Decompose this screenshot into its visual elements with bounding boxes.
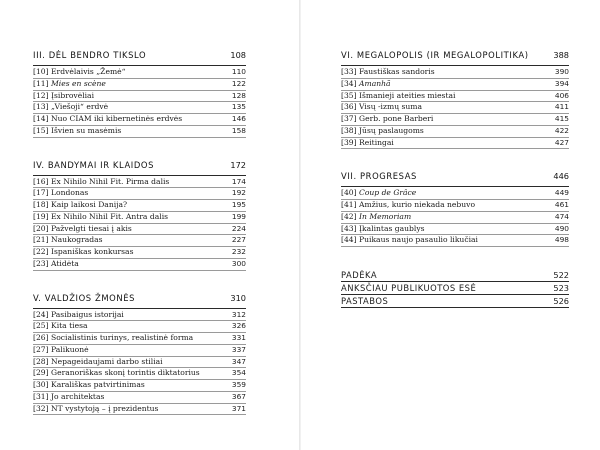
toc-entry xyxy=(341,235,569,247)
toc-entry xyxy=(341,114,569,126)
toc-entry xyxy=(33,200,246,212)
toc-section xyxy=(33,293,246,416)
entry-page: 192 xyxy=(231,188,246,198)
entry-title: In Memoriam xyxy=(359,211,412,221)
right-page-toc xyxy=(341,50,569,308)
entry-page: 227 xyxy=(231,235,246,245)
entry-title: Jūsų paslaugoms xyxy=(359,125,424,135)
toc-entry xyxy=(33,126,246,138)
entry-page: 300 xyxy=(231,258,246,268)
entry-title: Gerb. pone Barberi xyxy=(359,114,434,123)
entry-number: [30] xyxy=(33,380,49,389)
entry-number: [31] xyxy=(33,391,49,401)
entry-title: Kaip laikosi Danija? xyxy=(51,200,128,209)
entry-title: Nepageidaujami darbo stiliai xyxy=(51,356,163,366)
entry-number: [41] xyxy=(341,200,357,209)
end-matter-page: 526 xyxy=(553,296,569,306)
entry-title: „Viešoji“ erdvė xyxy=(51,102,109,112)
entry-title: Išmanieji ateities miestai xyxy=(359,90,456,100)
toc-entry xyxy=(33,380,246,392)
entry-number: [29] xyxy=(33,368,49,378)
entry-title: Geranoriškas skonį torintis diktatorius xyxy=(51,368,200,378)
entry-number: [14] xyxy=(33,114,49,123)
entry-title: Puikaus naujo pasaulio likučiai xyxy=(359,235,478,245)
toc-entry xyxy=(33,392,246,404)
entry-title: Londonas xyxy=(51,188,89,198)
toc-entry xyxy=(33,357,246,369)
end-matter-item xyxy=(341,295,569,308)
end-matter-title: ANKSČIAU PUBLIKUOTOS ESĖ xyxy=(341,283,477,293)
entry-number: [17] xyxy=(33,188,49,198)
section-page: 172 xyxy=(230,159,246,170)
entry-number: [16] xyxy=(33,176,49,186)
toc-entry xyxy=(33,212,246,224)
toc-entry xyxy=(341,224,569,236)
toc-entry xyxy=(341,138,569,150)
toc-entry xyxy=(33,177,246,189)
section-page: 388 xyxy=(553,50,569,60)
entry-page: 427 xyxy=(554,137,569,147)
section-title: VI. MEGALOPOLIS (IR MEGALOPOLITIKA) xyxy=(341,50,529,60)
entry-title: Pažvelgti tiesai į akis xyxy=(51,223,132,233)
section-title: III. DĖL BENDRO TIKSLO xyxy=(33,50,147,60)
entry-title: Išvien su masėmis xyxy=(51,125,122,135)
toc-entry xyxy=(33,102,246,114)
toc-entry xyxy=(341,126,569,138)
entry-number: [28] xyxy=(33,356,49,366)
section-page: 310 xyxy=(230,292,246,303)
entry-number: [18] xyxy=(33,200,49,209)
toc-entry xyxy=(33,345,246,357)
toc-entry xyxy=(33,259,246,271)
entry-page: 474 xyxy=(554,211,569,221)
entry-title: Amžius, kurio niekada nebuvo xyxy=(359,200,476,209)
entry-page: 411 xyxy=(554,102,569,112)
entry-number: [35] xyxy=(341,90,357,100)
entry-page: 224 xyxy=(231,223,246,233)
entry-title: Erdvėlaivis „Žemė“ xyxy=(51,67,126,76)
section-page: 446 xyxy=(553,171,569,182)
toc-entry xyxy=(33,114,246,126)
entry-title: Palikuonė xyxy=(51,344,89,354)
entry-page: 199 xyxy=(231,211,246,221)
toc-section xyxy=(33,160,246,271)
entry-number: [24] xyxy=(33,309,49,319)
entry-title: Atidėta xyxy=(51,258,79,268)
section-title: IV. BANDYMAI IR KLAIDOS xyxy=(33,159,155,170)
entry-title: Visų -izmų suma xyxy=(359,102,423,112)
entry-page: 128 xyxy=(231,90,246,100)
left-page-toc xyxy=(33,50,246,437)
entry-title: Įsibrovėliai xyxy=(51,90,95,100)
entry-number: [33] xyxy=(341,67,357,76)
entry-title: Kita tiesa xyxy=(51,321,88,331)
entry-number: [26] xyxy=(33,333,49,342)
toc-entry xyxy=(33,404,246,416)
toc-entry xyxy=(341,102,569,114)
entry-page: 110 xyxy=(231,67,246,76)
toc-entry xyxy=(33,368,246,380)
entry-number: [43] xyxy=(341,223,357,233)
entry-page: 371 xyxy=(231,403,246,413)
end-matter-item xyxy=(341,269,569,282)
section-page: 108 xyxy=(230,50,246,60)
entry-page: 367 xyxy=(231,391,246,401)
entry-page: 390 xyxy=(554,67,569,76)
toc-section xyxy=(341,171,569,247)
toc-entry xyxy=(341,212,569,224)
entry-page: 490 xyxy=(554,223,569,233)
entry-title: Įkalintas gaublys xyxy=(359,223,425,233)
entry-number: [25] xyxy=(33,321,49,331)
entry-page: 326 xyxy=(231,321,246,331)
toc-entry xyxy=(33,188,246,200)
entry-number: [11] xyxy=(33,78,49,88)
entry-title: Pasibaigus istorijai xyxy=(51,309,124,319)
entry-number: [13] xyxy=(33,102,49,112)
entry-number: [36] xyxy=(341,102,357,112)
section-heading xyxy=(33,160,246,176)
entry-title: Faustiškas sandoris xyxy=(359,67,435,76)
toc-entry xyxy=(341,200,569,212)
toc-entry xyxy=(341,91,569,103)
end-matter-title: PASTABOS xyxy=(341,296,389,306)
end-matter-page: 522 xyxy=(553,270,569,280)
end-matter-item xyxy=(341,282,569,295)
entry-number: [22] xyxy=(33,247,49,256)
entry-number: [32] xyxy=(33,403,49,413)
toc-entry xyxy=(341,79,569,91)
entry-page: 174 xyxy=(231,176,246,186)
entry-page: 422 xyxy=(554,125,569,135)
toc-entry xyxy=(33,79,246,91)
page-gutter xyxy=(299,0,301,450)
entry-page: 449 xyxy=(554,188,569,198)
toc-entry xyxy=(33,91,246,103)
toc-entry xyxy=(33,321,246,333)
toc-section xyxy=(33,50,246,138)
entry-number: [10] xyxy=(33,67,49,76)
entry-page: 158 xyxy=(231,125,246,135)
entry-number: [37] xyxy=(341,114,357,123)
entry-page: 394 xyxy=(554,78,569,88)
entry-page: 135 xyxy=(231,102,246,112)
end-matter xyxy=(341,269,569,308)
entry-number: [38] xyxy=(341,125,357,135)
toc-entry xyxy=(33,310,246,322)
end-matter-title: PADĖKA xyxy=(341,270,378,280)
entry-number: [44] xyxy=(341,235,357,245)
entry-page: 232 xyxy=(231,247,246,256)
entry-title: Reitingai xyxy=(359,137,394,147)
entry-page: 461 xyxy=(554,200,569,209)
entry-title: Amanhã xyxy=(359,78,391,88)
entry-number: [20] xyxy=(33,223,49,233)
entry-page: 354 xyxy=(231,368,246,378)
entry-title: Coup de Grâce xyxy=(359,188,417,198)
end-matter-page: 523 xyxy=(553,283,569,293)
entry-page: 195 xyxy=(231,200,246,209)
entry-title: Mies en scène xyxy=(51,78,106,88)
entry-title: Socialistinis turinys, realistinė forma xyxy=(51,333,194,342)
entry-title: Karališkas patvirtinimas xyxy=(51,380,145,389)
entry-page: 359 xyxy=(231,380,246,389)
toc-entry xyxy=(33,224,246,236)
entry-number: [21] xyxy=(33,235,49,245)
section-heading xyxy=(33,50,246,66)
entry-page: 312 xyxy=(231,309,246,319)
entry-number: [42] xyxy=(341,211,357,221)
entry-title: Ex Nihilo Nihil Fit. Antra dalis xyxy=(51,211,169,221)
toc-entry xyxy=(341,67,569,79)
entry-page: 122 xyxy=(231,78,246,88)
entry-number: [39] xyxy=(341,137,357,147)
section-title: V. VALDŽIOS ŽMONĖS xyxy=(33,292,136,303)
entry-title: NT vystytoją – į prezidentus xyxy=(51,403,159,413)
section-heading xyxy=(341,171,569,187)
toc-entry xyxy=(33,333,246,345)
entry-title: Ex Nihilo Nihil Fit. Pirma dalis xyxy=(51,176,170,186)
entry-page: 337 xyxy=(231,344,246,354)
entry-page: 146 xyxy=(231,114,246,123)
entry-title: Naukogradas xyxy=(51,235,103,245)
toc-section xyxy=(341,50,569,149)
section-heading xyxy=(341,50,569,66)
entry-page: 498 xyxy=(554,235,569,245)
entry-number: [23] xyxy=(33,258,49,268)
entry-title: Jo architektas xyxy=(51,391,105,401)
section-heading xyxy=(33,293,246,309)
toc-entry xyxy=(341,188,569,200)
entry-page: 331 xyxy=(231,333,246,342)
toc-entry xyxy=(33,67,246,79)
entry-page: 406 xyxy=(554,90,569,100)
entry-title: Ispaniškas konkursas xyxy=(51,247,134,256)
entry-number: [15] xyxy=(33,125,49,135)
entry-number: [12] xyxy=(33,90,49,100)
toc-entry xyxy=(33,247,246,259)
entry-number: [34] xyxy=(341,78,357,88)
entry-number: [40] xyxy=(341,188,357,198)
entry-number: [19] xyxy=(33,211,49,221)
entry-title: Nuo CIAM iki kibernetinės erdvės xyxy=(51,114,183,123)
entry-page: 347 xyxy=(231,356,246,366)
entry-number: [27] xyxy=(33,344,49,354)
toc-entry xyxy=(33,235,246,247)
section-title: VII. PROGRESAS xyxy=(341,171,417,182)
entry-page: 415 xyxy=(554,114,569,123)
